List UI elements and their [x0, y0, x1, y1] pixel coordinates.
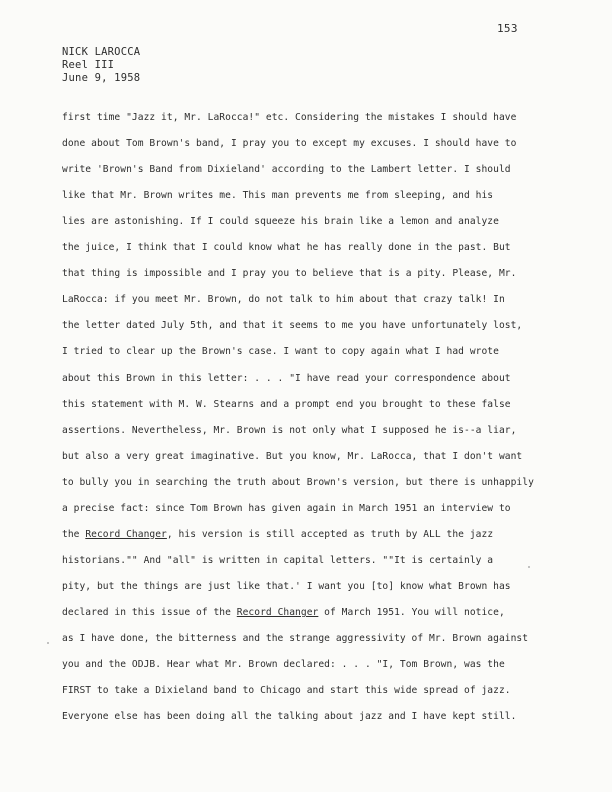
header-name: NICK LAROCCA [62, 46, 141, 58]
underlined-title: Record Changer [85, 528, 167, 540]
text-line [62, 659, 505, 670]
text-line [62, 477, 534, 488]
page-number: 153 [497, 22, 518, 35]
text-segment: the juice, I think that I could know what he has really done in the past. But [62, 242, 511, 254]
text-line [62, 425, 516, 436]
text-segment: declared in this issue of the [62, 606, 237, 618]
text-segment: as I have done, the bitterness and the strange aggressivity of Mr. Brown against [62, 633, 529, 644]
text-line [62, 294, 505, 305]
header-reel: Reel III [62, 59, 115, 71]
text-segment: I tried to clear up the Brown's case. I want to copy again what I had wrote [62, 346, 499, 358]
text-line [62, 529, 493, 540]
text-line [62, 555, 493, 566]
text-segment: you and the ODJB. Hear what Mr. Brown declared: . . . "I, Tom Brown, was the [62, 659, 505, 671]
text-segment: Everyone else has been doing all the talking about jazz and I have kept still. [62, 711, 517, 723]
text-line [62, 451, 522, 462]
text-segment: this statement with M. W. Stearns and a prompt end you brought to these false [62, 398, 511, 410]
text-segment: LaRocca: if you meet Mr. Brown, do not talk to him about that crazy talk! In [62, 294, 505, 306]
text-segment: that thing is impossible and I pray you to believe that is a pity. Please, Mr. [62, 268, 517, 280]
text-line [62, 190, 493, 201]
text-segment: historians."" And "all" is written in capital letters. ""It is certainly a [62, 554, 494, 566]
text-segment: FIRST to take a Dixieland band to Chicago and start this wide spread of jazz. [62, 685, 511, 697]
text-segment: assertions. Nevertheless, Mr. Brown is not only what I supposed he is--a liar, [62, 424, 517, 436]
text-segment: the [62, 528, 86, 540]
text-line [62, 581, 511, 592]
text-line [62, 242, 511, 253]
text-segment: a precise fact: since Tom Brown has given again in March 1951 an interview to [62, 502, 511, 514]
scan-speck [47, 642, 49, 644]
text-segment: , his version is still accepted as truth by ALL the jazz [166, 528, 494, 540]
text-line [62, 320, 522, 331]
text-line [62, 607, 505, 618]
text-segment: the letter dated July 5th, and that it seems to me you have unfortunately lost, [62, 320, 523, 332]
text-line [62, 399, 511, 410]
text-line [62, 633, 528, 644]
text-line [62, 268, 516, 279]
scan-speck [528, 566, 530, 568]
text-line [62, 346, 499, 357]
text-segment: to bully you in searching the truth about Brown's version, but there is unhappily [62, 476, 534, 488]
text-line [62, 711, 516, 722]
text-segment: pity, but the things are just like that.' I want you [to] know what Brown has [62, 580, 511, 592]
underlined-title: Record Changer [236, 606, 319, 618]
text-segment: like that Mr. Brown writes me. This man prevents me from sleeping, and his [62, 190, 494, 202]
header-date: June 9, 1958 [62, 72, 141, 84]
document-header [62, 46, 140, 85]
text-line [62, 373, 511, 384]
text-line [62, 685, 511, 696]
text-segment: done about Tom Brown's band, I pray you to except my excuses. I should have to [62, 138, 517, 150]
text-segment: first time "Jazz it, Mr. LaRocca!" etc. Considering the mistakes I should have [62, 112, 517, 123]
text-segment: but also a very great imaginative. But you know, Mr. LaRocca, that I don't want [62, 450, 523, 462]
text-line [62, 112, 516, 123]
text-line [62, 138, 516, 149]
text-line [62, 164, 511, 175]
text-segment: write 'Brown's Band from Dixieland' according to the Lambert letter. I should [62, 164, 511, 176]
text-line [62, 216, 499, 227]
text-segment: of March 1951. You will notice, [318, 606, 505, 618]
text-segment: lies are astonishing. If I could squeeze his brain like a lemon and analyze [62, 216, 499, 228]
text-segment: about this Brown in this letter: . . . "I have read your correspondence about [62, 372, 511, 384]
text-line [62, 503, 511, 514]
